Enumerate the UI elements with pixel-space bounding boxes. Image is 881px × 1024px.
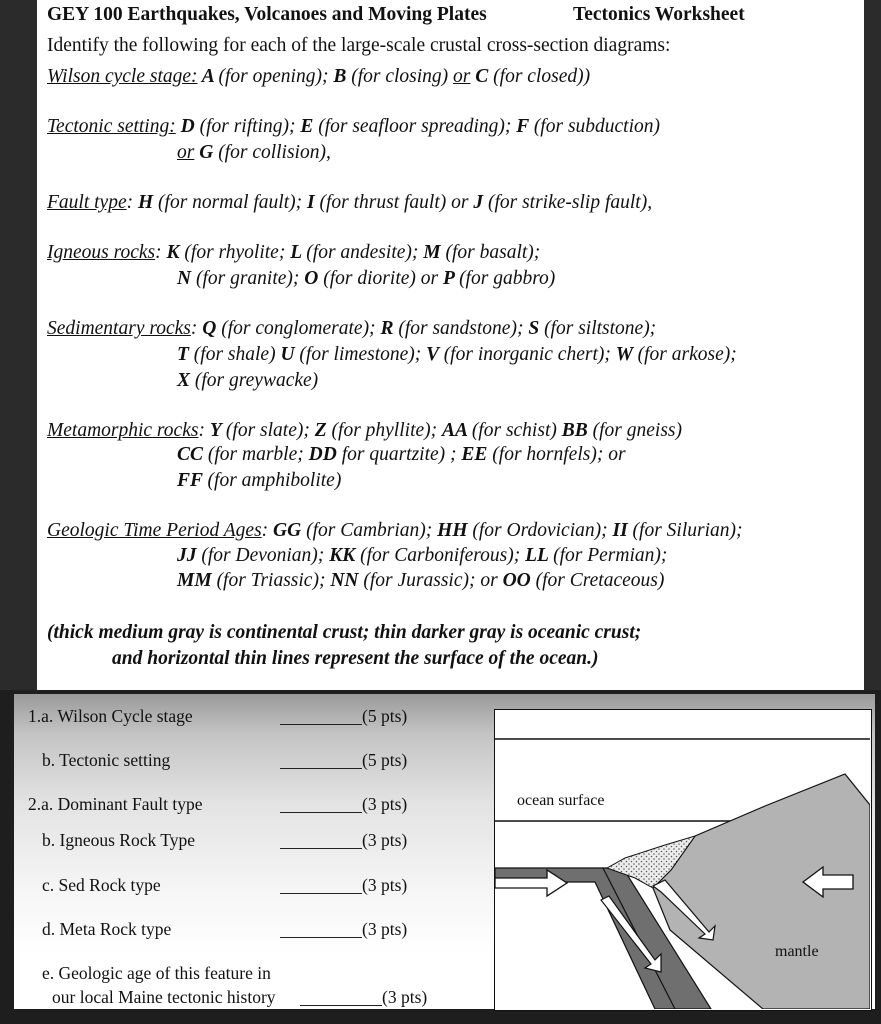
igneous-label: Igneous rocks <box>47 242 156 263</box>
sedimentary-line-1: Sedimentary rocks: Q (for conglomerate); R (for sandstone); S (for siltstone); <box>47 318 657 339</box>
time-line-1: Geologic Time Period Ages: GG (for Cambrian); HH (for Ordovician); II (for Silurian); <box>47 520 743 541</box>
question-1a-blank[interactable] <box>280 724 362 725</box>
sedimentary-line-2: T (for shale) U (for limestone); V (for inorganic chert); W (for arkose); <box>177 344 737 365</box>
question-2b-blank[interactable] <box>280 848 362 849</box>
metamorphic-line-3: FF (for amphibolite) <box>177 470 342 491</box>
question-2e-label: e. Geologic age of this feature in <box>42 963 271 983</box>
question-2a-label: 2.a. Dominant Fault type <box>28 794 203 814</box>
note-line-2: and horizontal thin lines represent the surface of the ocean.) <box>112 648 599 669</box>
question-1a-points: (5 pts) <box>362 706 408 726</box>
question-2d-label: d. Meta Rock type <box>42 919 172 939</box>
question-2c-blank[interactable] <box>280 893 362 894</box>
question-2b-points: (3 pts) <box>362 830 408 850</box>
tectonic-label: Tectonic setting: <box>47 116 176 137</box>
question-2a-blank[interactable] <box>280 812 362 813</box>
sedimentary-label: Sedimentary rocks <box>47 318 191 339</box>
question-1b-label: b. Tectonic setting <box>42 750 171 770</box>
note-line-1: (thick medium gray is continental crust; thin darker gray is oceanic crust; <box>47 622 642 643</box>
instructions: Identify the following for each of the large-scale crustal cross-section diagrams: <box>47 35 671 56</box>
cross-section-diagram <box>494 709 872 1011</box>
sky-band <box>495 710 870 739</box>
question-2e-label-2: our local Maine tectonic history <box>52 987 276 1007</box>
metamorphic-line-2: CC (for marble; DD for quartzite) ; EE (for hornfels); or <box>177 444 626 465</box>
time-line-2: JJ (for Devonian); KK (for Carboniferous); LL (for Permian); <box>177 545 668 566</box>
worksheet-title: Tectonics Worksheet <box>573 4 745 25</box>
mantle-label: mantle <box>775 943 819 960</box>
cross-section-svg <box>495 710 870 1009</box>
tectonic-line-1: Tectonic setting: D (for rifting); E (for seafloor spreading); F (for subduction) <box>47 116 661 137</box>
question-2d-points: (3 pts) <box>362 919 408 939</box>
question-1b-blank[interactable] <box>280 768 362 769</box>
time-line-3: MM (for Triassic); NN (for Jurassic); or OO (for Cretaceous) <box>177 570 665 591</box>
time-label: Geologic Time Period Ages <box>47 520 262 541</box>
tectonic-line-2: or G (for collision), <box>177 142 331 163</box>
wilson-label: Wilson cycle stage: <box>47 66 198 87</box>
question-2a-points: (3 pts) <box>362 794 408 814</box>
igneous-line-2: N (for granite); O (for diorite) or P (for gabbro) <box>177 268 556 289</box>
question-2e-blank[interactable] <box>300 1005 382 1006</box>
course-title: GEY 100 Earthquakes, Volcanoes and Moving Plates <box>47 4 487 25</box>
metamorphic-line-1: Metamorphic rocks: Y (for slate); Z (for phyllite); AA (for schist) BB (for gneiss) <box>47 420 682 441</box>
wilson-line: Wilson cycle stage: A (for opening); B (for closing) or C (for closed)) <box>47 66 591 87</box>
question-2c-points: (3 pts) <box>362 875 408 895</box>
question-2e-points: (3 pts) <box>382 987 428 1007</box>
question-2d-blank[interactable] <box>280 937 362 938</box>
question-1b-points: (5 pts) <box>362 750 408 770</box>
worksheet-page <box>37 0 864 690</box>
question-1a-label: 1.a. Wilson Cycle stage <box>28 706 193 726</box>
fault-line: Fault type: H (for normal fault); I (for thrust fault) or J (for strike-slip fault), <box>47 192 653 213</box>
ocean-surface-label: ocean surface <box>517 792 605 809</box>
fault-label: Fault type <box>47 192 127 213</box>
igneous-line-1: Igneous rocks: K (for rhyolite; L (for andesite); M (for basalt); <box>47 242 541 263</box>
metamorphic-label: Metamorphic rocks <box>47 420 199 441</box>
question-2c-label: c. Sed Rock type <box>42 875 161 895</box>
question-2b-label: b. Igneous Rock Type <box>42 830 196 850</box>
sedimentary-line-3: X (for greywacke) <box>177 370 319 391</box>
